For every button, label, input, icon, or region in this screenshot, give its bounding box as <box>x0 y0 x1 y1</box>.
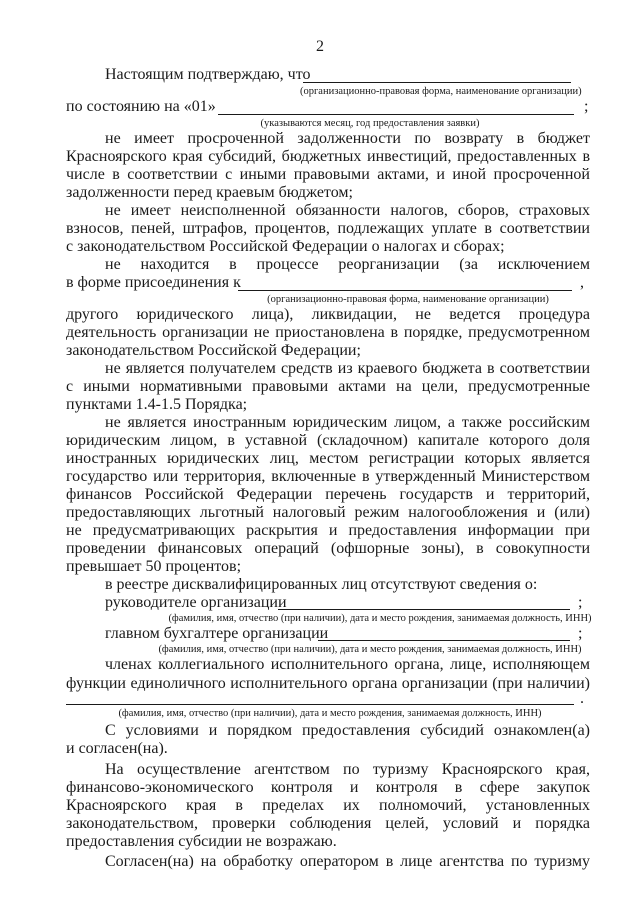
p2-line: взносов, пеней, штрафов, процентов, подлежащих уплате в соответствии <box>66 220 590 237</box>
month-year-caption: (указываются месяц, год предоставления заявки) <box>260 118 480 129</box>
p5-line: проведении финансовых операций (офшорные зоны), в совокупности <box>66 540 590 557</box>
p5-line: государство или территория, включенные в утвержденный Министерством <box>66 468 590 485</box>
head-label: руководителе организации <box>105 594 287 611</box>
semicolon: ; <box>584 98 589 115</box>
p2-line: с законодательством Российской Федерации о налогах и сборах; <box>66 238 505 255</box>
p5-line: иностранных юридических лиц, местом регистрации которых является <box>66 450 590 467</box>
p5-line: предоставляющих льготный налоговый режим налогообложения и (или) <box>66 504 590 521</box>
semicolon: ; <box>578 625 583 642</box>
p6-lead: в реестре дисквалифицированных лиц отсутствуют сведения о: <box>105 576 538 593</box>
state-as-of: по состоянию на «01» <box>66 98 216 115</box>
p9-line: Согласен(на) на обработку оператором в лице агентства по туризму <box>105 853 590 870</box>
p5-line: финансов Российской Федерации перечень государств и территорий, <box>66 486 590 503</box>
p5-line: не предусматривающих раскрытия и предоставления информации при <box>66 522 590 539</box>
members-line: функции единоличного исполнительного органа организации (при наличии) <box>66 675 590 692</box>
merge-org-caption: (организационно-правовая форма, наименование организации) <box>267 294 549 305</box>
p3-line: в форме присоединения к <box>66 274 241 291</box>
p3-line: не находится в процессе реорганизации (за исключением <box>105 256 590 273</box>
page-number: 2 <box>316 38 324 55</box>
p4-line: с иными нормативными правовыми актами на цели, предусмотренные <box>66 378 590 395</box>
accountant-label: главном бухгалтере организации <box>105 625 329 642</box>
p1-line: числе в соответствии с иными правовыми актами, и иной просроченной <box>66 166 590 183</box>
members-caption: (фамилия, имя, отчество (при наличии), дата и место рождения, занимаемая должность, ИНН) <box>118 708 542 719</box>
members-line: членах коллегиального исполнительного органа, лице, исполняющем <box>105 656 590 673</box>
p5-line: превышает 50 процентов; <box>66 558 242 575</box>
members-fill-line <box>66 704 574 705</box>
period: . <box>580 690 584 707</box>
p4-line: не является получателем средств из краевого бюджета в соответствии <box>105 360 590 377</box>
p3-line: деятельность организации не приостановлена в порядке, предусмотренном <box>66 324 590 341</box>
accountant-caption: (фамилия, имя, отчество (при наличии), дата и место рождения, занимаемая должность, ИНН) <box>158 644 582 655</box>
p5-line: юридическим лицом, в уставной (складочном) капитале которого доля <box>66 432 590 449</box>
p8-line: предоставления субсидии не возражаю. <box>66 833 337 850</box>
p8-line: законодательством, проверки соблюдения целей, условий и порядка <box>66 815 590 832</box>
accountant-line <box>318 640 570 641</box>
p5-line: не является иностранным юридическим лицом, а также российским <box>105 414 590 431</box>
p1-line: задолженности перед краевым бюджетом; <box>66 184 353 201</box>
org-name-caption: (организационно-правовая форма, наименование организации) <box>300 86 582 97</box>
p8-line: На осуществление агентством по туризму Красноярского края, <box>105 761 590 778</box>
p1-line: Красноярского края субсидий, бюджетных инвестиций, предоставленных в <box>66 148 590 165</box>
merge-org-line <box>238 290 572 291</box>
p8-line: финансово-экономического контроля и контроля в сфере закупок <box>66 779 590 796</box>
p3-line: законодательством Российской Федерации; <box>66 342 361 359</box>
p2-line: не имеет неисполненной обязанности налогов, сборов, страховых <box>105 202 590 219</box>
head-caption: (фамилия, имя, отчество (при наличии), дата и место рождения, занимаемая должность, ИНН) <box>168 613 592 624</box>
p7-line: и согласен(на). <box>66 740 168 757</box>
p7-line: С условиями и порядком предоставления субсидий ознакомлен(а) <box>105 722 590 739</box>
p8-line: Красноярского края в пределах их полномочий, установленных <box>66 797 590 814</box>
month-year-line <box>218 114 574 115</box>
confirm-lead: Настоящим подтверждаю, что <box>105 66 311 83</box>
comma: , <box>580 274 584 291</box>
org-name-line <box>303 82 571 83</box>
head-line <box>278 609 570 610</box>
semicolon: ; <box>578 594 583 611</box>
p1-line: не имеет просроченной задолженности по возврату в бюджет <box>105 130 590 147</box>
p3-line: другого юридического лица), ликвидации, не ведется процедура <box>66 306 590 323</box>
p4-line: пунктами 1.4-1.5 Порядка; <box>66 396 248 413</box>
